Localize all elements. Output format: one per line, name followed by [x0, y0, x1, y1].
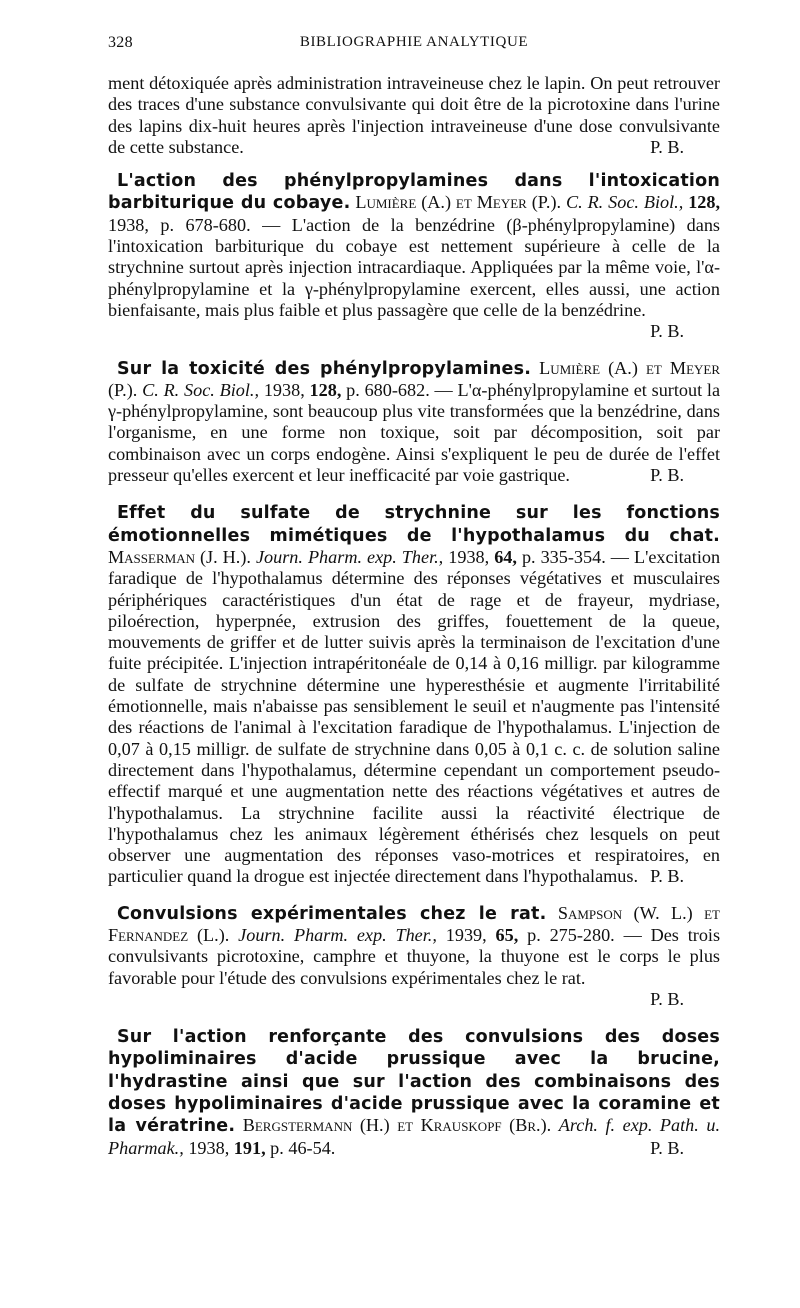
- entry-pages: p. 680-682.: [346, 379, 430, 400]
- entry-authors: Lumière (A.) et Meyer (P.).: [355, 192, 562, 213]
- entry-pages: p. 46-54.: [270, 1137, 336, 1158]
- page-header: [108, 30, 720, 56]
- entry-year: 1938,: [263, 379, 305, 400]
- signature: P. B.: [650, 136, 684, 157]
- bibliography-entry: [108, 903, 720, 1010]
- signature: P. B.: [650, 321, 684, 342]
- entry-authors: Masserman (J. H.).: [108, 546, 251, 567]
- signature: P. B.: [650, 1137, 684, 1158]
- entry-title: Convulsions expérimentales chez le rat.: [117, 903, 547, 924]
- entry-year: 1939,: [445, 924, 487, 945]
- entry-abstract: — L'excitation faradique de l'hypothalamus détermine des réponses végétatives et musculaires périphériques caractéristiques d'un état de rage et de frayeur, mydriase, piloérection, hyperpnée, extrusion des griffes, fouettement de la queue, mouvements de griffer et de lutter suivis après la terminaison de l'excitation d'une fuite précipitée. L'injection intrapéritonéale de 0,14 à 0,16 milligr. par kilogramme de sulfate de strychnine détermine une hyperesthésie et augmente l'irritabilité émotionnelle, mais n'abaisse pas sensiblement le seuil et n'augmente pas l'intensité des réactions de l'animal à l'excitation faradique de l'hypothalamus. L'injection de 0,07 à 0,15 milligr. de sulfate de strychnine dans 0,05 à 0,1 c. c. de solution saline directement dans l'hypothalamus, détermine cependant un comportement pseudo-effectif marqué et une augmentation nette des réactions végétatives et autres de l'hypothalamus. La strychnine facilite aussi la réactivité électrique de l'hypothalamus chez les animaux légèrement éthérisés chez lesquels on peut observer une augmentation des réponses vaso-motrices et respiratoires, en particulier quand la drogue est injectée directement dans l'hypothalamus.: [108, 546, 721, 887]
- bibliography-entry: [108, 170, 720, 342]
- entry-pages: p. 335-354.: [521, 546, 606, 567]
- entry-title: Sur la toxicité des phénylpropylamines.: [117, 358, 532, 379]
- entry-authors: Bergstermann (H.) et: [242, 1115, 414, 1136]
- running-title: BIBLIOGRAPHIE ANALYTIQUE: [299, 34, 529, 50]
- entry-pages: p. 275-280.: [527, 924, 615, 945]
- signature: P. B.: [650, 866, 684, 887]
- entry-journal: Journ. Pharm. exp. Ther.,: [238, 924, 437, 945]
- entry-authors: Sampson (W. L.) et: [557, 902, 720, 923]
- entry-journal: C. R. Soc. Biol.,: [565, 192, 684, 213]
- entry-year: 1938,: [448, 546, 490, 567]
- continuation-text: ment détoxiquée après administration intraveineuse chez le lapin. On peut retrouver des traces d'une substance convulsivante qui doit être de la picrotoxine dans l'urine des lapins dix-huit heures après l'injection intraveineuse d'une dose convulsivante de cette substance.: [108, 73, 720, 157]
- entry-volume: 64,: [494, 546, 517, 567]
- entry-abstract: — L'action de la benzédrine (β-phénylpropylamine) dans l'intoxication barbiturique du cobaye est nettement supérieure à celle de la strychnine surtout après injection intracardiaque. Appliquées par la même voie, l'α-phénylpropylamine et la γ-phénylpropylamine exercent, elles aussi, une action bienfaisante, mais plus faible et plus passagère que celle de la benzédrine.: [108, 214, 721, 320]
- entry-journal: Journ. Pharm. exp. Ther.,: [255, 546, 444, 567]
- entry-volume: 128,: [309, 379, 342, 400]
- continuation-paragraph: [108, 73, 720, 158]
- entry-title: Sur l'action renforçante des convulsions des doses hypoliminaires d'acide prussique avec la brucine, l'hydrastine ainsi que sur l'action des combinaisons des doses hypoliminaires d'acide prussique avec la coramine et la vératrine.: [108, 1027, 720, 1137]
- entry-volume: 191,: [233, 1137, 266, 1158]
- bibliography-entry: [108, 1026, 720, 1159]
- entry-authors: Fernandez (L.).: [108, 924, 230, 945]
- signature: P. B.: [650, 465, 684, 486]
- entry-authors: Krauskopf (Br.).: [420, 1115, 552, 1136]
- bibliography-entry: [108, 358, 720, 487]
- page-number: 328: [108, 34, 133, 51]
- entry-volume: 65,: [495, 924, 519, 945]
- entry-title: Effet du sulfate de strychnine sur les fonctions émotionnelles mimétiques de l'hypothalamus du chat.: [108, 503, 720, 546]
- entry-authors: Lumière (A.) et Meyer (P.).: [108, 357, 721, 400]
- page-body: [108, 73, 720, 1159]
- entry-volume: 128,: [688, 192, 721, 213]
- entry-pages: 1938, p. 678-680.: [108, 214, 251, 235]
- entry-abstract: — Des trois convulsivants picrotoxine, camphre et thuyone, la thuyone est le corps le plus favorable pour l'étude des convulsions expérimentales chez le rat.: [108, 924, 721, 988]
- entry-year: 1938,: [188, 1137, 230, 1158]
- entry-journal: C. R. Soc. Biol.,: [142, 379, 260, 400]
- entry-journal: Arch. f. exp. Path. u. Pharmak.,: [108, 1115, 720, 1158]
- entry-title: L'action des phénylpropylamines dans l'intoxication barbiturique du cobaye.: [108, 171, 720, 214]
- entry-abstract: — L'α-phénylpropylamine et surtout la γ-phénylpropylamine, sont beaucoup plus vite transformées que la benzédrine, dans l'organisme, en une forme non toxique, soit par décomposition, soit par combinaison avec un corps endogène. Ainsi s'expliquent le peu de durée de l'effet presseur qu'elles exercent et leur inefficacité par voie gastrique.: [108, 379, 721, 486]
- bibliography-entry: [108, 502, 720, 887]
- signature: P. B.: [650, 988, 684, 1009]
